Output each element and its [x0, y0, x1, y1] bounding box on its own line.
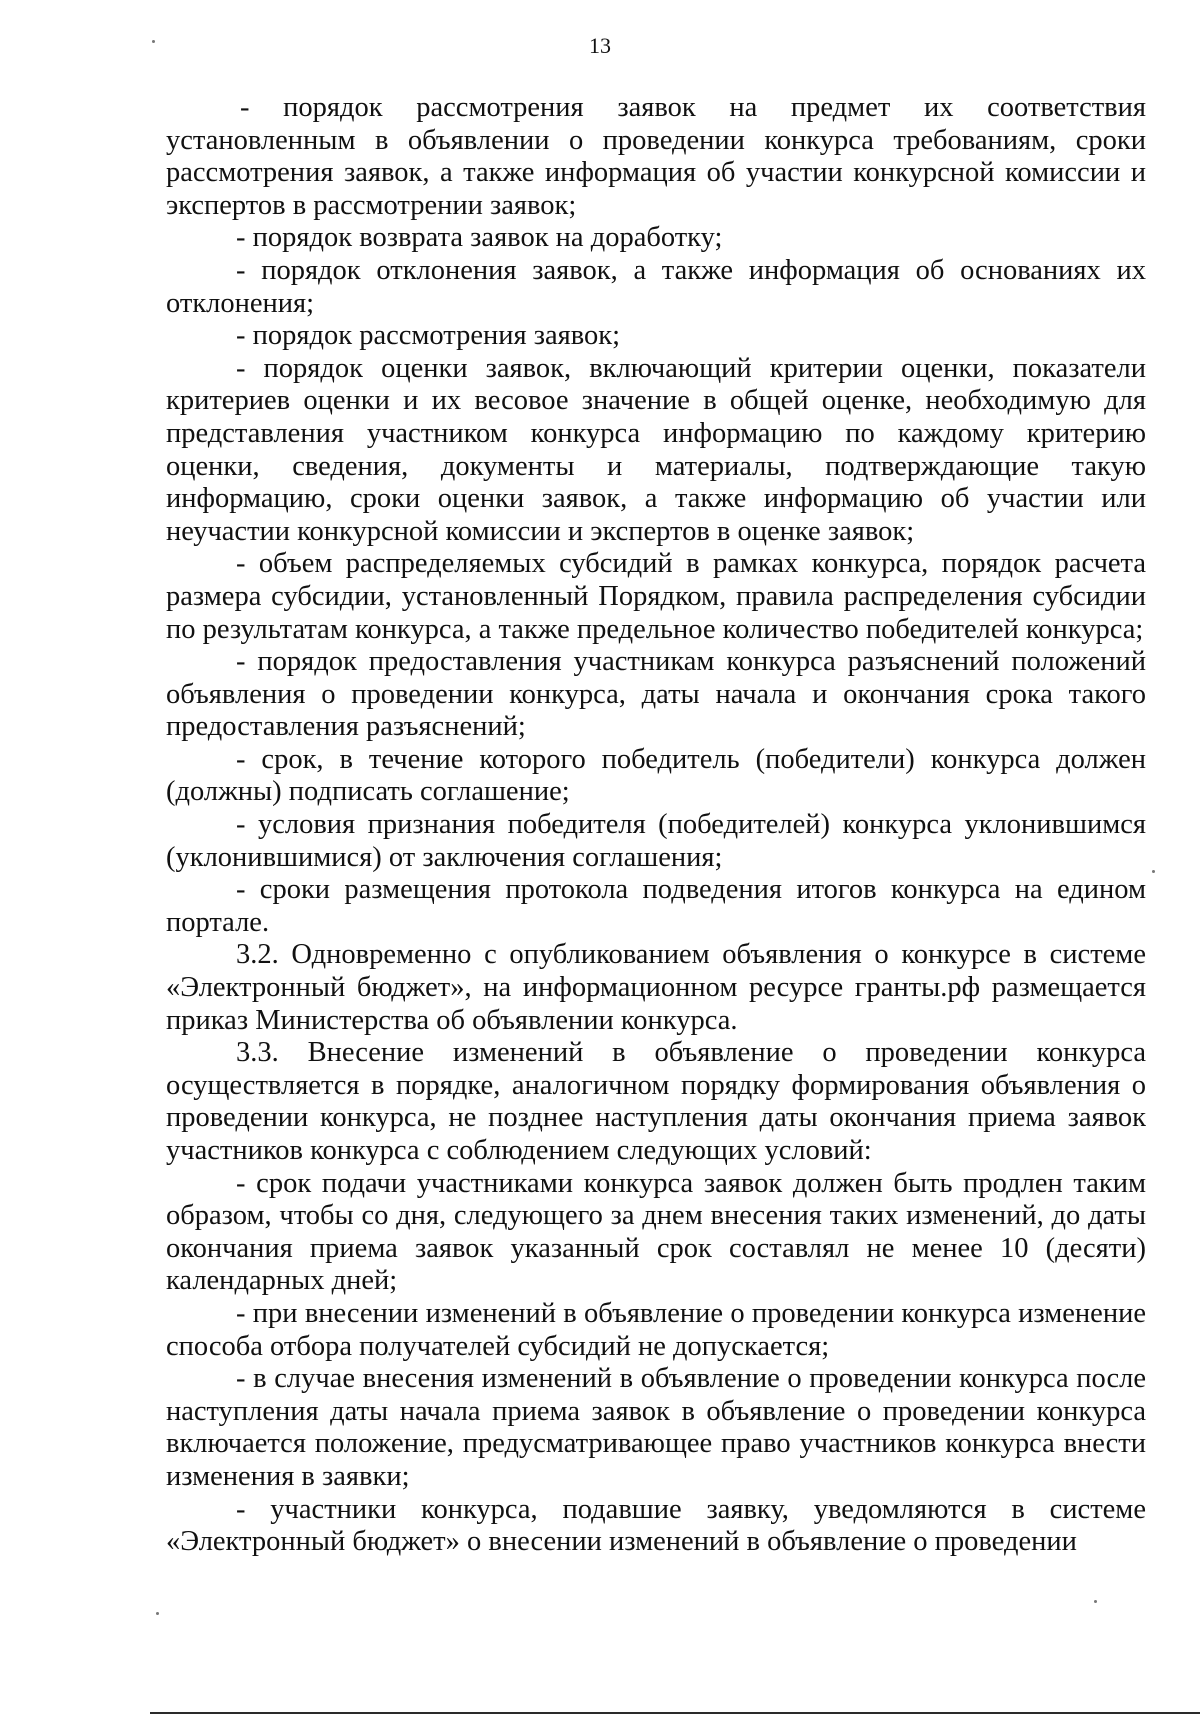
paragraph-section-3-3: 3.3. Внесение изменений в объявление о проведении конкурса осуществляется в порядке, аналогичном порядку формирования объявления о проведении конкурса, не позднее наступления даты окончания приема заявок участников конкурса с соблюдением следующих условий:	[166, 1037, 1146, 1166]
paragraph-subsidy-volume: - объем распределяемых субсидий в рамках конкурса, порядок расчета размера субсидии, установленный Порядком, правила распределения субсидии по результатам конкурса, а также предельное количество победителей конкурса;	[166, 548, 1146, 645]
paragraph-consideration-procedure: - порядок рассмотрения заявок;	[236, 320, 621, 352]
document-body	[166, 92, 1146, 1559]
paragraph-notification: - участники конкурса, подавшие заявку, уведомляются в системе «Электронный бюджет» о внесении изменений в объявление о проведении	[166, 1493, 1146, 1558]
paragraph-evasion-conditions: - условия признания победителя (победителей) конкурса уклонившимся (уклонившимися) от заключения соглашения;	[166, 809, 1146, 873]
paragraph-selection-method: - при внесении изменений в объявление о проведении конкурса изменение способа отбора получателей субсидий не допускается;	[166, 1297, 1146, 1362]
page-bottom-edge	[150, 1712, 1200, 1714]
paragraph-deadline-extension: - срок подачи участниками конкурса заявок должен быть продлен таким образом, чтобы со дня, следующего за днем внесения таких изменений, до даты окончания приема заявок указанный срок составлял не менее 10 (десяти) календарных дней;	[166, 1167, 1146, 1297]
scan-speck	[1094, 1600, 1097, 1603]
paragraph-clarifications: - порядок предоставления участникам конкурса разъяснений положений объявления о проведении конкурса, даты начала и окончания срока такого предоставления разъяснений;	[166, 646, 1146, 743]
paragraph-return-procedure: - порядок возврата заявок на доработку;	[236, 222, 723, 254]
scan-speck	[156, 1612, 159, 1615]
paragraph-review-procedure: - порядок рассмотрения заявок на предмет их соответствия установленным в объявлении о проведении конкурса требованиям, сроки рассмотрения заявок, а также информация об участии конкурсной комиссии и экспертов в рассмотрении заявок;	[166, 92, 1146, 221]
paragraph-section-3-2: 3.2. Одновременно с опубликованием объявления о конкурсе в системе «Электронный бюджет», на информационном ресурсе гранты.рф размещается приказ Министерства об объявлении конкурса.	[166, 939, 1146, 1036]
paragraph-evaluation-procedure: - порядок оценки заявок, включающий критерии оценки, показатели критериев оценки и их весовое значение в общей оценке, необходимую для представления участником конкурса информацию по каждому критерию оценки, сведения, документы и материалы, подтверждающие такую информацию, сроки оценки заявок, а также информацию об участии или неучастии конкурсной комиссии и экспертов в оценке заявок;	[166, 352, 1146, 547]
page-number: 13	[589, 33, 611, 58]
paragraph-rejection-procedure: - порядок отклонения заявок, а также информация об основаниях их отклонения;	[166, 254, 1146, 319]
scan-speck	[152, 40, 155, 43]
paragraph-agreement-term: - срок, в течение которого победитель (победители) конкурса должен (должны) подписать соглашение;	[166, 743, 1146, 808]
paragraph-change-rights: - в случае внесения изменений в объявление о проведении конкурса после наступления даты начала приема заявок в объявление о проведении конкурса включается положение, предусматривающее право участников конкурса внести изменения в заявки;	[166, 1363, 1146, 1492]
scan-speck	[1152, 870, 1155, 873]
paragraph-protocol-terms: - сроки размещения протокола подведения итогов конкурса на едином портале.	[166, 874, 1146, 938]
